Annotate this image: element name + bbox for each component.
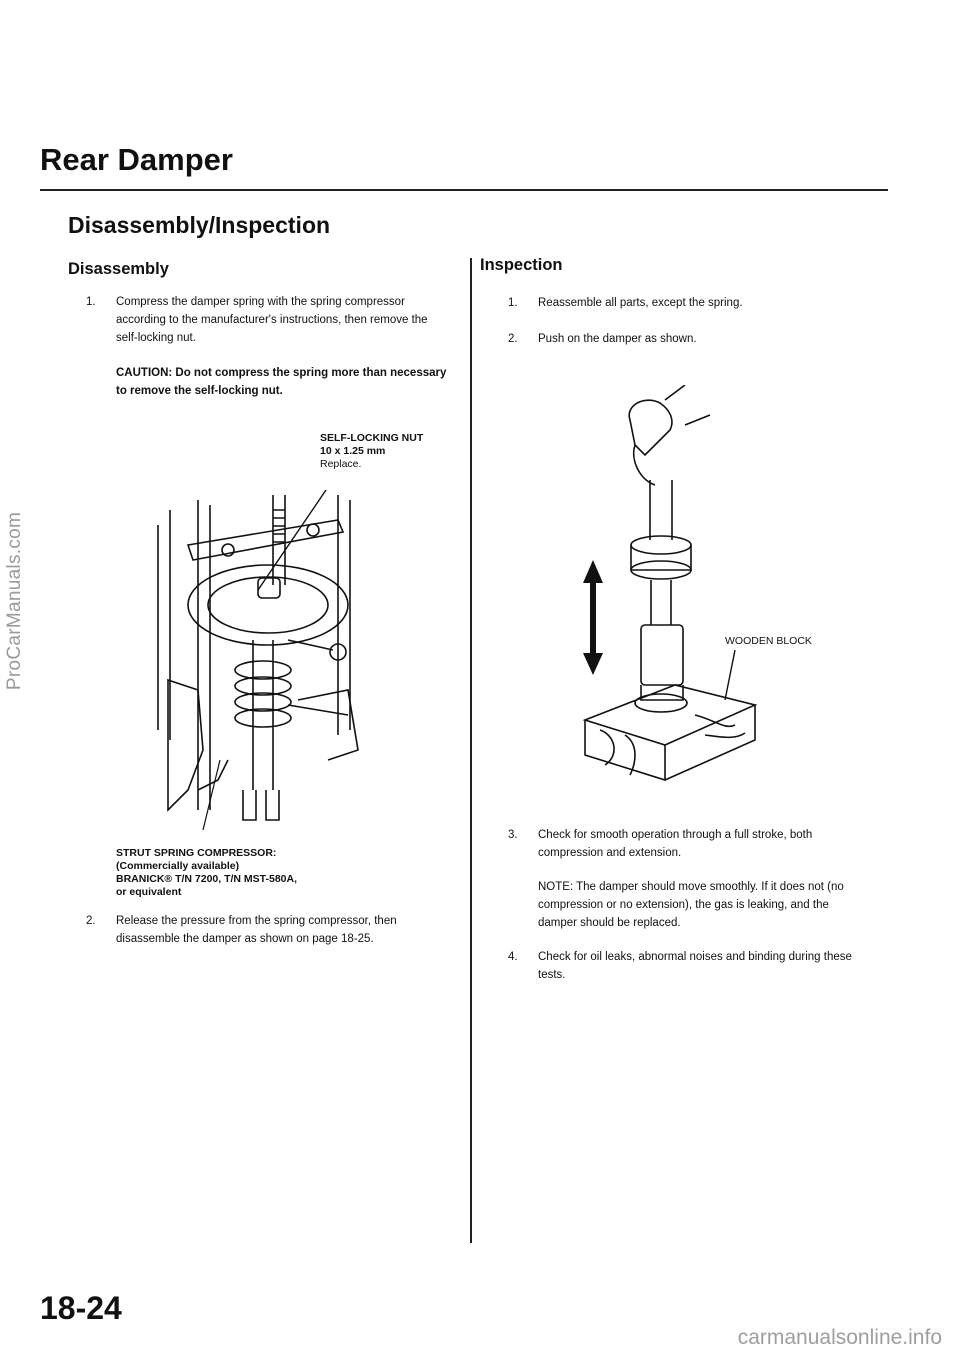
nut-label-line-1: SELF-LOCKING NUT: [320, 432, 424, 444]
step-number: 4.: [508, 951, 518, 963]
spring-compressor-illustration: [148, 490, 378, 835]
disassembly-step-2: [86, 912, 452, 948]
tool-label-line-3: BRANICK® T/N 7200, T/N MST-580A,: [116, 873, 298, 885]
inspection-step-2: [508, 330, 868, 348]
section-subtitle: Disassembly/Inspection: [68, 212, 331, 238]
caution-text: CAUTION: Do not compress the spring more than necessary to remove the self-locking nut.: [116, 367, 447, 397]
inspection-note: NOTE: The damper should move smoothly. If it does not (no compression or no extension), the gas is leaking, and the damper should be replaced.: [538, 881, 844, 929]
step-text: Check for smooth operation through a full stroke, both compression and extension.: [538, 829, 813, 859]
step-number: 2.: [508, 333, 518, 345]
tool-label-line-2: (Commercially available): [116, 860, 240, 872]
inspection-step-4: [508, 948, 868, 984]
column-divider: [470, 258, 472, 1243]
title-rule: [40, 189, 888, 191]
damper-push-illustration: [575, 385, 765, 790]
nut-label-line-2: 10 x 1.25 mm: [320, 445, 386, 457]
inspection-step-3: [508, 826, 868, 862]
page-title: Rear Damper: [40, 142, 233, 177]
step-text: Push on the damper as shown.: [538, 333, 697, 345]
tool-label-line-1: STRUT SPRING COMPRESSOR:: [116, 847, 277, 859]
step-text: Reassemble all parts, except the spring.: [538, 297, 743, 309]
step-number: 2.: [86, 915, 96, 927]
inspection-heading: Inspection: [480, 256, 563, 274]
page-number: 18-24: [40, 1290, 122, 1326]
watermark-side: ProCarManuals.com: [4, 511, 25, 691]
step-text: Check for oil leaks, abnormal noises and binding during these tests.: [538, 951, 852, 981]
disassembly-step-1: [86, 293, 452, 347]
tool-label-line-4: or equivalent: [116, 886, 182, 898]
step-number: 1.: [86, 296, 96, 308]
step-text: Release the pressure from the spring compressor, then disassemble the damper as shown on page 18-25.: [116, 915, 397, 945]
wooden-block-label: WOODEN BLOCK: [725, 635, 812, 647]
strut-compressor-label: [116, 847, 297, 899]
inspection-step-1: [508, 294, 868, 312]
step-number: 3.: [508, 829, 518, 841]
self-locking-nut-label: [320, 432, 423, 471]
watermark-bottom: carmanualsonline.info: [737, 1326, 942, 1349]
nut-label-line-3: Replace.: [320, 458, 362, 470]
step-number: 1.: [508, 297, 518, 309]
disassembly-heading: Disassembly: [68, 260, 169, 278]
step-text: Compress the damper spring with the spring compressor according to the manufacturer's instructions, then remove the self-locking nut.: [116, 296, 428, 344]
